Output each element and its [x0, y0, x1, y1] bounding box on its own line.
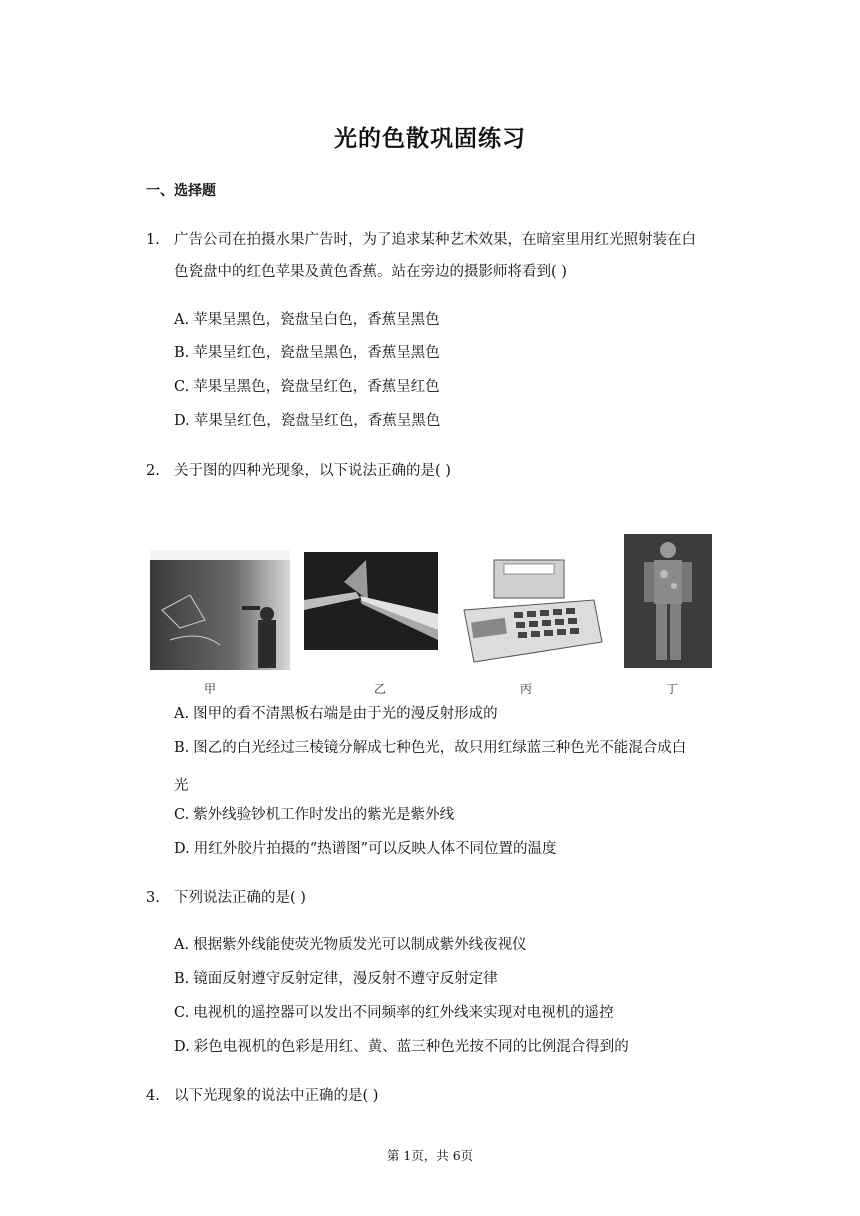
question-text-line: 色瓷盘中的红色苹果及黄色香蕉。站在旁边的摄影师将看到( ) [174, 264, 567, 280]
question-text-line: 以下光现象的说法中正确的是( ) [174, 1088, 379, 1104]
option-d: D. 彩色电视机的色彩是用红、黄、蓝三种色光按不同的比例混合得到的 [174, 1039, 629, 1055]
caption-yi: 乙 [374, 682, 387, 696]
option-b: B. 苹果呈红色，瓷盘呈黑色，香蕉呈黑色 [174, 345, 440, 361]
option-b: B. 图乙的白光经过三棱镜分解成七种色光，故只用红绿蓝三种色光不能混合成白 [174, 740, 687, 756]
option-a: A. 苹果呈黑色，瓷盘呈白色，香蕉呈黑色 [174, 312, 440, 328]
option-d: D. 用红外胶片拍摄的“热谱图”可以反映人体不同位置的温度 [174, 841, 557, 857]
option-c: C. 紫外线验钞机工作时发出的紫光是紫外线 [174, 807, 455, 823]
caption-bing: 丙 [520, 682, 533, 696]
option-b: B. 镜面反射遵守反射定律，漫反射不遵守反射定律 [174, 971, 498, 987]
question-text-line: 关于图的四种光现象，以下说法正确的是( ) [174, 463, 451, 479]
section-heading: 一、选择题 [146, 183, 216, 199]
question-text-line: 广告公司在拍摄水果广告时，为了追求某种艺术效果，在暗室里用红光照射装在白 [174, 232, 696, 248]
money-detector-photo [454, 550, 604, 670]
option-c: C. 苹果呈黑色，瓷盘呈红色，香蕉呈红色 [174, 379, 440, 395]
option-a: A. 根据紫外线能使荧光物质发光可以制成紫外线夜视仪 [174, 937, 527, 953]
question-number: 2. [146, 463, 160, 479]
figure-four-phenomena [148, 530, 718, 698]
thermal-image-photo [624, 534, 712, 668]
question-number: 4. [146, 1088, 160, 1104]
page-title: 光的色散巩固练习 [334, 125, 526, 152]
caption-ding: 丁 [666, 682, 679, 696]
prism-photo [304, 552, 438, 650]
question-text-line: 下列说法正确的是( ) [174, 890, 306, 906]
option-c: C. 电视机的遥控器可以发出不同频率的红外线来实现对电视机的遥控 [174, 1005, 614, 1021]
option-a: A. 图甲的看不清黑板右端是由于光的漫反射形成的 [174, 706, 498, 722]
option-d: D. 苹果呈红色，瓷盘呈红色，香蕉呈黑色 [174, 413, 441, 429]
blackboard-photo [150, 550, 290, 670]
caption-jia: 甲 [204, 682, 217, 696]
option-b-continued: 光 [174, 778, 189, 794]
question-number: 1. [146, 232, 160, 248]
question-number: 3. [146, 890, 160, 906]
page-footer: 第 1页，共 6页 [386, 1148, 474, 1163]
